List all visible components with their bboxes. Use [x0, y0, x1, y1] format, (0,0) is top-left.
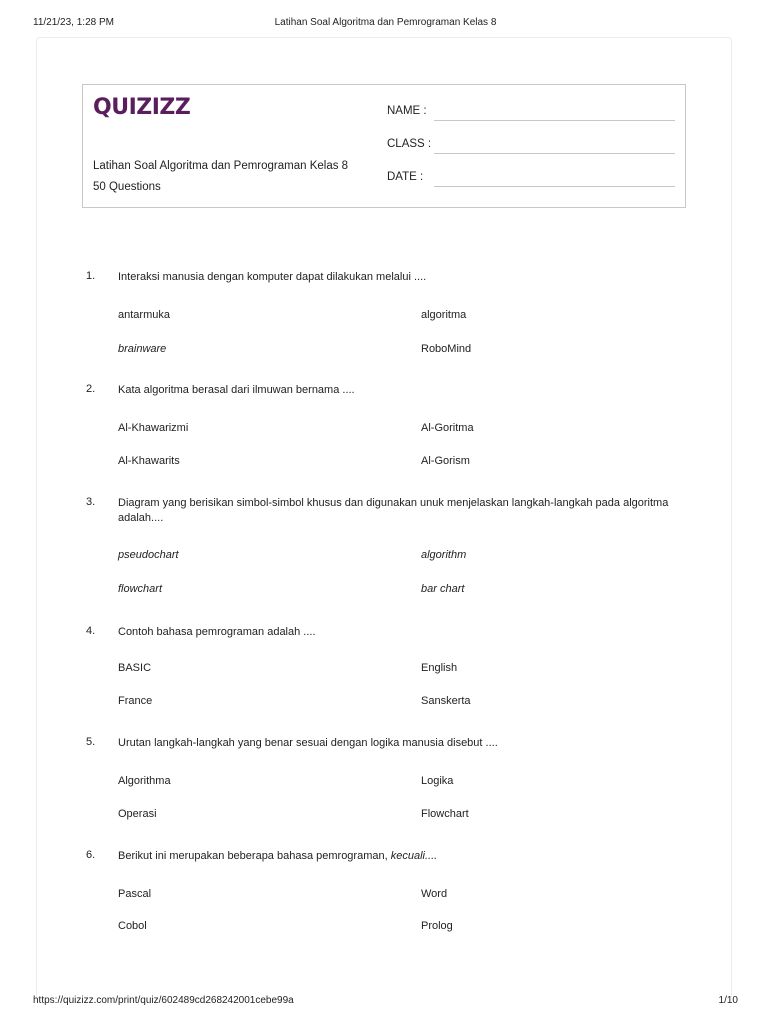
- option-d: Flowchart: [421, 808, 469, 820]
- name-line: [434, 120, 675, 121]
- option-c: Cobol: [118, 920, 147, 932]
- print-header: [33, 17, 738, 31]
- option-a: antarmuka: [118, 309, 170, 321]
- print-title: Latihan Soal Algoritma dan Pemrograman Kelas 8: [274, 17, 497, 28]
- class-line: [434, 153, 675, 154]
- option-d: Sanskerta: [421, 695, 471, 707]
- quiz-title: Latihan Soal Algoritma dan Pemrograman Kelas 8: [93, 160, 349, 172]
- option-d: Prolog: [421, 920, 453, 932]
- class-field: [387, 138, 675, 154]
- question-number: 5.: [86, 736, 96, 748]
- option-b: English: [421, 662, 458, 674]
- option-a: pseudochart: [118, 549, 179, 561]
- option-a: BASIC: [118, 662, 152, 674]
- page-number: 1/10: [718, 995, 738, 1006]
- option-d: Al-Gorism: [421, 455, 470, 467]
- question-number: 1.: [86, 270, 96, 282]
- question-text: Diagram yang berisikan simbol-simbol khusus dan digunakan unuk menjelaskan langkah-langkah pada algoritma adalah....: [118, 497, 669, 524]
- question-number: 3.: [86, 496, 96, 508]
- option-c: France: [118, 695, 153, 707]
- option-a: Pascal: [118, 888, 152, 900]
- question-2: [86, 383, 690, 473]
- option-d: RoboMind: [421, 343, 472, 355]
- option-b: algorithm: [421, 549, 467, 561]
- question-count: 50 Questions: [93, 181, 161, 193]
- question-6: [86, 849, 690, 939]
- option-a: Al-Khawarizmi: [118, 422, 189, 434]
- question-number: 4.: [86, 625, 96, 637]
- question-3: [86, 496, 690, 601]
- print-footer: [33, 995, 738, 1009]
- print-datetime: 11/21/23, 1:28 PM: [33, 17, 114, 28]
- date-line: [434, 186, 675, 187]
- question-number: 6.: [86, 849, 96, 861]
- question-text-emphasis: kecuali....: [390, 850, 438, 862]
- option-b: Logika: [421, 775, 454, 787]
- option-b: Word: [421, 888, 448, 900]
- question-text-main: Berikut ini merupakan beberapa bahasa pemrograman,: [118, 850, 391, 862]
- question-text: [118, 849, 690, 864]
- question-text: Kata algoritma berasal dari ilmuwan bernama ....: [118, 384, 355, 396]
- question-text: Urutan langkah-langkah yang benar sesuai dengan logika manusia disebut ....: [118, 737, 498, 749]
- question-1: [86, 270, 690, 360]
- option-c: Operasi: [118, 808, 157, 820]
- option-b: Al-Goritma: [421, 422, 474, 434]
- print-url[interactable]: https://quizizz.com/print/quiz/602489cd268242001cebe99a: [33, 995, 294, 1006]
- quizizz-logo: QUIZIZZ: [93, 95, 191, 120]
- option-b: algoritma: [421, 309, 467, 321]
- quiz-header-box: [82, 84, 686, 208]
- option-a: Algorithma: [118, 775, 171, 787]
- name-field: [387, 105, 675, 121]
- option-d: bar chart: [421, 583, 465, 595]
- option-c: Al-Khawarits: [118, 455, 180, 467]
- option-c: flowchart: [118, 583, 163, 595]
- date-field: [387, 171, 675, 187]
- question-text: Interaksi manusia dengan komputer dapat dilakukan melalui ....: [118, 271, 427, 283]
- name-label: NAME :: [387, 105, 427, 117]
- question-4: [86, 625, 690, 715]
- class-label: CLASS :: [387, 138, 432, 150]
- question-text: Contoh bahasa pemrograman adalah ....: [118, 626, 316, 638]
- option-c: brainware: [118, 343, 167, 355]
- date-label: DATE :: [387, 171, 424, 183]
- question-number: 2.: [86, 383, 96, 395]
- question-5: [86, 736, 690, 826]
